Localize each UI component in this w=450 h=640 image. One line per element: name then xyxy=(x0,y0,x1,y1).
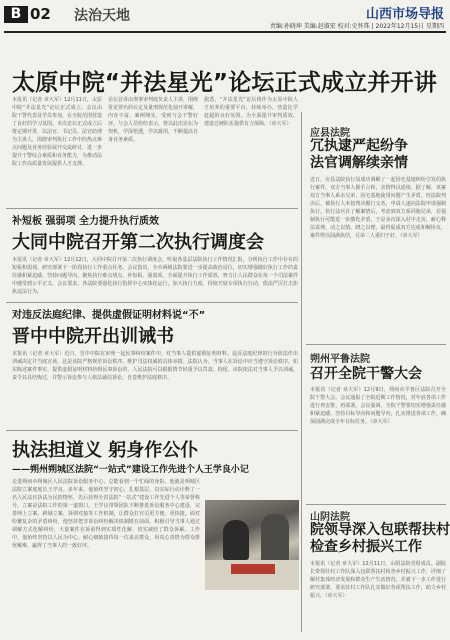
court-reception-photo xyxy=(205,500,299,590)
person-figure xyxy=(223,520,249,560)
story2-headline: 大同中院召开第二次执行调度会 xyxy=(12,232,264,253)
right3-label: 山阴法院 xyxy=(310,512,350,523)
right1-label: 应县法院 xyxy=(310,128,350,139)
story2-body: 本报讯（记者 章大军）12月12日，大同中院召开第二次执行调度会，听取各基层法院执行工作情况汇报，分析执行工作中存在的短板和弱项，研究部署下一阶段执行工作重点任务。会议指出，全市两级法院要进一步提高政治站位，切实增强做好执行工作的责任感和紧迫感，坚持问题导向，聚焦执行难点堵点，补短板、强弱项，全面提升执行工作质效，努力让人民群众在每一个司法案件中感受到公平正义。会议要求，各法院要强化执行指挥中心实体化运行，加大执行力度，持续开展专项执行行动，依法严厉打击拒执违法行为。 xyxy=(12,257,298,295)
lead-headline: 太原中院“并法星光”论坛正式成立并开讲 xyxy=(12,70,438,96)
page-letter: B xyxy=(4,6,28,23)
page-number: 02 xyxy=(30,5,51,23)
person-figure xyxy=(261,514,289,562)
right1-body: 近日，应县法院执行局成功调解了一起因宅基地纠纷引发的执行案件，双方当事人握手言和，亲情得以延续。据了解，该案双方当事人系亲兄弟，因宅基地使用问题产生矛盾，经法院判决后，被执行人未按判决履行义务，申请人遂向法院申请强制执行。执行法官在了解案情后，考虑到双方系同胞兄弟，若强制执行可能进一步激化矛盾，于是多次深入村中走访，耐心释法说理，动之以情、晓之以理，最终促成双方达成和解协议，案件得以圆满执结，兄弟二人重归于好。（章大军） xyxy=(310,177,446,239)
divider-2 xyxy=(6,302,298,303)
right2-headline: 召开全院干警大会 xyxy=(310,366,422,382)
editor-meta: 责编:孙晓坤 美编:赵淑宏 校对:史怀珠 | 2022年12月15日 星期四 xyxy=(269,23,444,30)
right3-headline: 院领导深入包联帮扶村 检查乡村振兴工作 xyxy=(310,522,450,555)
header-rule xyxy=(4,31,446,33)
story4-subtitle: ——朔州朔城区法院“一站式”建设工作先进个人王学良小记 xyxy=(12,465,249,475)
lead-col-2: 论坛首讲由刑事审判庭负责人主讲，围绕常见罪名的认定及量刑规范化展开讲解，内容丰富、案例翔实，受到与会干警好评。与会人员纷纷表示，将以此次论坛为契机，学深悟透，学以致用，不断提高自身业务素质。 xyxy=(108,97,198,143)
right2-label: 朔州平鲁法院 xyxy=(310,354,370,365)
column-divider xyxy=(301,112,302,632)
story3-headline: 晋中中院开出训诫书 xyxy=(12,326,174,347)
divider-r2 xyxy=(306,504,446,505)
story2-kicker: 补短板 强弱项 全力提升执行质效 xyxy=(12,216,159,227)
story3-kicker: 对违反法庭纪律、提供虚假证明材料说“不” xyxy=(12,310,206,321)
story4-headline: 执法担道义 躬身作公仆 xyxy=(12,440,199,461)
right3-body: 本报讯（记者 章大军）12月11日，山阴法院党组成员、副院长带领驻村工作队深入包联帮扶村检查乡村振兴工作，详细了解村集体经济发展和群众生产生活情况，并就下一步工作进行研究部署，要求驻村工作队扎实做好各项帮扶工作，助力乡村振兴。（章大军） xyxy=(310,561,446,599)
story4-body: 走进朔州市朔城区人民法院诉讼服务中心，总能看到一个忙碌的身影。他就是朔城区法院立案庭庭长王学良。多年来，他始终坚守初心，扎根基层，以实际行动诠释了一名人民法官执法为民的情怀，先后获得全省法院“一站式”建设工作先进个人等荣誉称号。立案是法院工作的第一道窗口，王学良带领团队不断推进诉讼服务中心建设，完善网上立案、跨域立案、诉调对接等工作机制，让群众打官司更方便、更快捷。面对纷繁复杂的矛盾纠纷，他坚持把非诉讼纠纷解决机制挺在前面，积极引导当事人通过调解方式化解纠纷，大量案件在诉前得到实质性化解，切实减轻了群众诉累。工作中，他始终坚持以人民为中心，耐心细致接待每一位来访群众，用真心真情为群众排忧解难，赢得了当事人的一致好评。 xyxy=(12,479,200,549)
section-name: 法治天地 xyxy=(74,8,130,24)
right1-headline: 冗执逮严起纷争 法官调解续亲情 xyxy=(310,138,408,171)
lead-col-3: 据悉，“并法星光”论坛将作为太原中院人才培养的重要平台，持续举办，营造比学赶超的良好氛围，为全面提升审判质效、建设过硬队伍提供有力保障。（章大军） xyxy=(204,97,298,127)
desk-sign xyxy=(231,564,275,574)
newspaper-name: 山西市场导报 xyxy=(365,7,444,22)
lead-col-1: 本报讯（记者 章大军）12月11日，太原中院“并法星光”论坛正式成立，会议由院干警代表及学员参加，在全院范围营造了良好的学习氛围。本次论坛正式成立后将定期开讲，以法官、书记员、法官助理为主讲人，围绕审判执行工作中的热点难点问题及业务经验展开交流研讨，进一步提升干警综合素质和业务能力，为推动法院工作高质量发展提供人才支撑。 xyxy=(12,97,102,167)
right2-body: 本报讯（记者 章大军）12月9日，朔州市平鲁区法院召开全院干警大会。会议通报了全院近期工作情况，对年底各项工作进行再安排、再部署。会议强调，全院干警要切实增强责任感和紧迫感，坚持目标导向和问题导向，扎实推进各项工作，确保圆满完成全年目标任务。（章大军） xyxy=(310,387,446,425)
divider-r1 xyxy=(306,344,446,345)
page-header xyxy=(0,0,450,34)
divider-3 xyxy=(6,430,298,431)
story3-body: 本报讯（记者 章大军）近日，晋中中院在审理一起民事纠纷案件中，对当事人提供虚假证明材料、违反法庭纪律的行为依法作出训诫决定并当庭宣读，这是该院严格规范诉讼秩序、维护司法权威的具体举措。法院认为，当事人在诉讼中应当遵守诉讼秩序，如实陈述案件事实，提供虚假证明材料妨碍民事诉讼的，人民法院可以根据情节轻重予以罚款、拘留。该院依法对当事人予以训诫，责令其具结悔过，并警示诉讼参与人依法诚信诉讼，自觉维护法庭秩序。 xyxy=(12,351,298,381)
divider-1 xyxy=(6,208,298,209)
